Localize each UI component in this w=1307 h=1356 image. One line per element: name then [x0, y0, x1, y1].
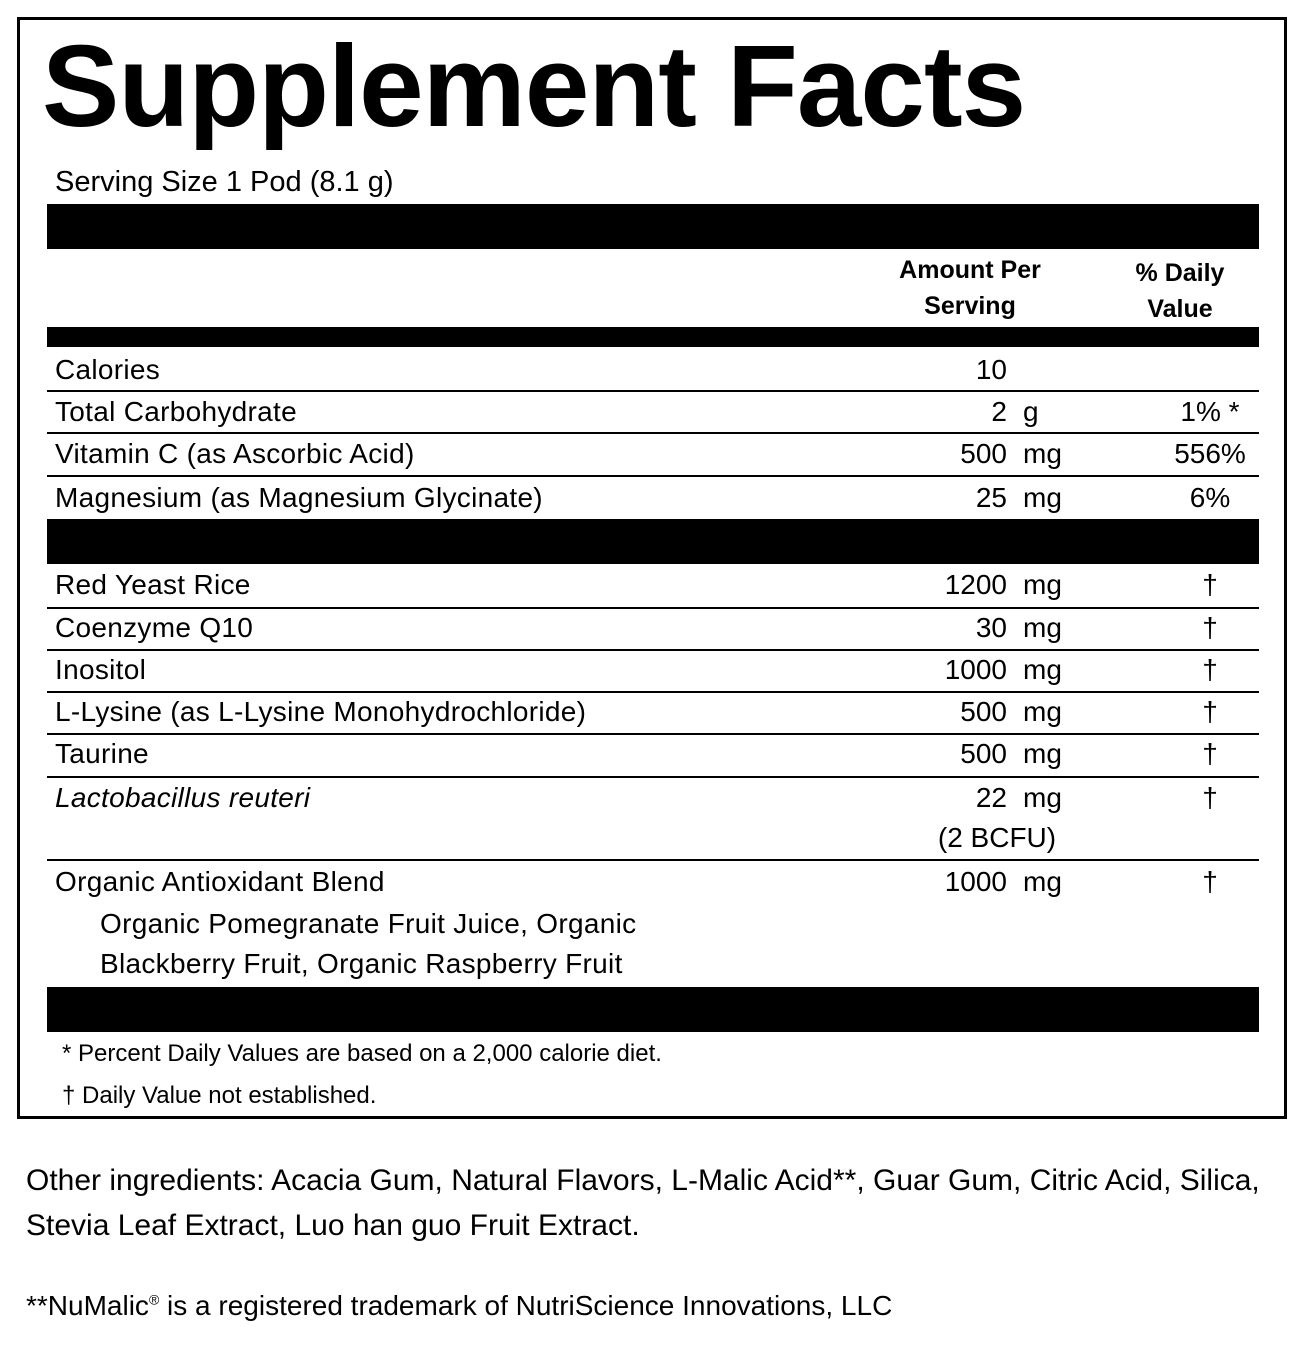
ingredient-row	[47, 612, 1259, 650]
thick-divider	[47, 327, 1259, 347]
ingredient-unit: mg	[1023, 782, 1062, 813]
footnote-percent-dv: * Percent Daily Values are based on a 2,000 calorie diet.	[62, 1040, 662, 1067]
ingredient-name: Inositol	[55, 654, 147, 685]
nutrient-row	[47, 482, 1259, 520]
row-divider	[47, 733, 1259, 735]
ingredient-dv: †	[1202, 612, 1218, 643]
nutrient-name: Calories	[55, 354, 161, 385]
ingredient-row	[47, 866, 1259, 986]
ingredient-amount: 30	[975, 612, 1007, 643]
row-divider	[47, 859, 1259, 861]
ingredient-name: Taurine	[55, 738, 149, 769]
ingredient-amount: 500	[960, 696, 1007, 727]
ingredient-unit: mg	[1023, 654, 1062, 685]
ingredient-dv: †	[1202, 569, 1218, 600]
trademark-note: **NuMalic® is a registered trademark of NutriScience Innovations, LLC	[26, 1290, 893, 1321]
nutrient-dv: 556%	[1174, 438, 1246, 469]
ingredient-amount: 1200	[944, 569, 1007, 600]
nutrient-name: Magnesium (as Magnesium Glycinate)	[55, 482, 543, 513]
blend-components: Organic Pomegranate Fruit Juice, Organic Blackberry Fruit, Organic Raspberry Fruit	[100, 908, 637, 979]
ingredient-dv: †	[1202, 696, 1218, 727]
ingredient-unit: mg	[1023, 696, 1062, 727]
row-divider	[47, 776, 1259, 778]
serving-size: Serving Size 1 Pod (8.1 g)	[55, 166, 394, 198]
thick-divider	[47, 204, 1259, 249]
ingredient-amount: 1000	[944, 654, 1007, 685]
row-divider	[47, 475, 1259, 477]
nutrient-amount: 25	[975, 482, 1007, 513]
row-divider	[47, 432, 1259, 434]
nutrient-name: Vitamin C (as Ascorbic Acid)	[55, 438, 415, 469]
nutrient-amount: 10	[975, 354, 1007, 385]
footnote-dv-not-established: † Daily Value not established.	[62, 1082, 377, 1109]
ingredient-name: Lactobacillus reuteri	[55, 782, 311, 813]
ingredient-row	[47, 782, 1259, 862]
nutrient-unit: mg	[1023, 438, 1062, 469]
row-divider	[47, 390, 1259, 392]
header-daily-value: % Daily Value	[1135, 259, 1225, 323]
ingredient-row	[47, 569, 1259, 607]
nutrient-unit: mg	[1023, 482, 1062, 513]
ingredient-amount: 1000	[944, 866, 1007, 897]
ingredient-dv: †	[1202, 654, 1218, 685]
nutrient-unit: g	[1023, 396, 1039, 427]
ingredient-name: L-Lysine (as L-Lysine Monohydrochloride)	[55, 696, 587, 727]
ingredient-unit: mg	[1023, 866, 1062, 897]
ingredient-name: Organic Antioxidant Blend	[55, 866, 385, 897]
ingredient-dv: †	[1202, 738, 1218, 769]
thick-divider	[47, 519, 1259, 564]
nutrient-row	[47, 396, 1259, 434]
ingredient-row	[47, 654, 1259, 692]
row-divider	[47, 607, 1259, 609]
nutrient-dv: 6%	[1189, 482, 1231, 513]
ingredient-unit: mg	[1023, 738, 1062, 769]
nutrient-dv: 1% *	[1180, 396, 1240, 427]
row-divider	[47, 649, 1259, 651]
ingredient-row	[47, 696, 1259, 734]
ingredient-cfu: (2 BCFU)	[937, 822, 1057, 853]
thick-divider	[47, 987, 1259, 1032]
ingredient-name: Red Yeast Rice	[55, 569, 251, 600]
nutrient-amount: 500	[960, 438, 1007, 469]
nutrient-name: Total Carbohydrate	[55, 396, 297, 427]
panel-title: Supplement Facts	[42, 21, 1026, 151]
other-ingredients: Other ingredients: Acacia Gum, Natural Flavors, L-Malic Acid**, Guar Gum, Citric Acid, Silica, Stevia Leaf Extract, Luo han guo Fruit Extract.	[26, 1164, 1260, 1242]
ingredient-name: Coenzyme Q10	[55, 612, 254, 643]
ingredient-dv: †	[1202, 782, 1218, 813]
supplement-facts-panel	[17, 17, 1287, 1119]
ingredient-amount: 500	[960, 738, 1007, 769]
header-amount-per-serving: Amount Per Serving	[899, 256, 1041, 320]
ingredient-unit: mg	[1023, 569, 1062, 600]
nutrient-row	[47, 438, 1259, 476]
ingredient-amount: 22	[975, 782, 1007, 813]
ingredient-dv: †	[1202, 866, 1218, 897]
nutrient-amount: 2	[991, 396, 1007, 427]
row-divider	[47, 691, 1259, 693]
nutrient-row	[47, 354, 1259, 392]
ingredient-row	[47, 738, 1259, 776]
ingredient-unit: mg	[1023, 612, 1062, 643]
